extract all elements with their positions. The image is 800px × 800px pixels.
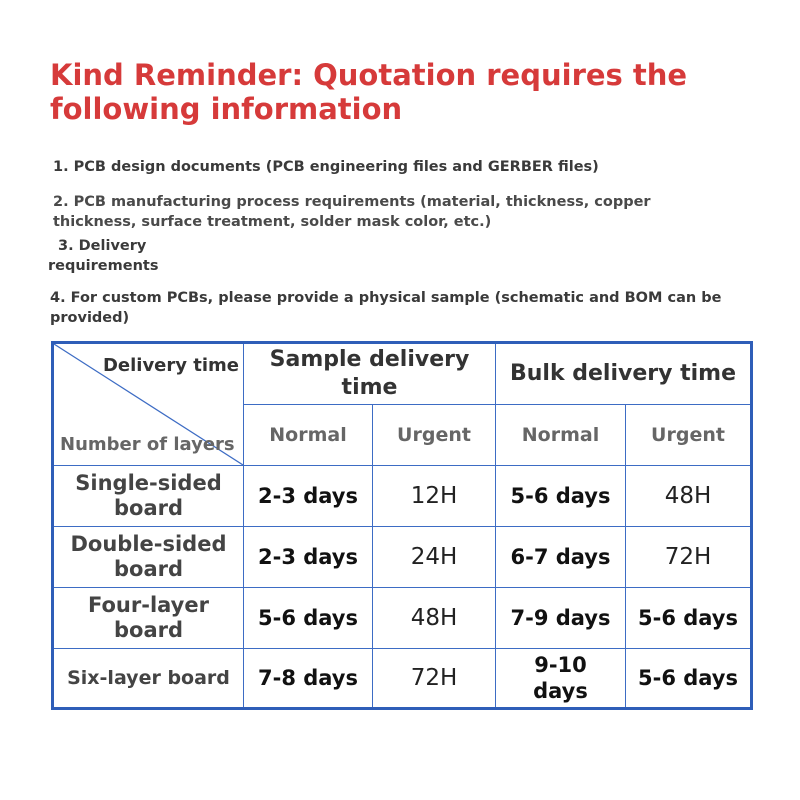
requirement-item-3 — [48, 236, 168, 276]
corner-delivery-time-label: Delivery time — [102, 355, 239, 376]
row-label-four-layer: Four-layer board — [53, 588, 244, 649]
table-row — [53, 466, 752, 527]
cell-sample-normal: 5-6 days — [244, 588, 373, 649]
cell-sample-urgent: 72H — [373, 649, 496, 709]
cell-bulk-normal: 7-9 days — [496, 588, 626, 649]
table-row — [53, 588, 752, 649]
table-row — [53, 527, 752, 588]
cell-bulk-normal: 5-6 days — [496, 466, 626, 527]
cell-sample-urgent: 24H — [373, 527, 496, 588]
cell-sample-normal: 7-8 days — [244, 649, 373, 709]
requirement-item-2: 2. PCB manufacturing process requirements (material, thickness, copper thickness, surface treatment, solder mask color, etc.) — [53, 194, 651, 230]
sample-delivery-header: Sample delivery time — [244, 343, 496, 405]
cell-bulk-urgent: 48H — [626, 466, 752, 527]
requirement-item-3-line-2: requirements — [48, 258, 159, 274]
corner-number-of-layers-label: Number of layers — [60, 434, 235, 455]
sample-normal-header: Normal — [244, 405, 373, 466]
cell-bulk-urgent: 5-6 days — [626, 588, 752, 649]
table-row — [53, 649, 752, 709]
requirement-item-1: 1. PCB design documents (PCB engineering files and GERBER files) — [53, 159, 599, 175]
row-label-single-sided: Single-sided board — [53, 466, 244, 527]
bulk-urgent-header: Urgent — [626, 405, 752, 466]
delivery-time-table — [51, 341, 753, 710]
cell-sample-urgent: 48H — [373, 588, 496, 649]
cell-sample-urgent: 12H — [373, 466, 496, 527]
sample-urgent-header: Urgent — [373, 405, 496, 466]
bulk-delivery-header: Bulk delivery time — [496, 343, 752, 405]
requirement-item-3-line-1: 3. Delivery — [58, 238, 147, 254]
row-label-double-sided: Double-sided board — [53, 527, 244, 588]
page-title: Kind Reminder: Quotation requires the following information — [50, 58, 688, 126]
cell-sample-normal: 2-3 days — [244, 527, 373, 588]
table-corner-header — [53, 343, 244, 466]
cell-bulk-normal: 9-10 days — [496, 649, 626, 709]
bulk-normal-header: Normal — [496, 405, 626, 466]
cell-bulk-urgent: 72H — [626, 527, 752, 588]
cell-bulk-normal: 6-7 days — [496, 527, 626, 588]
cell-sample-normal: 2-3 days — [244, 466, 373, 527]
row-label-six-layer: Six-layer board — [53, 649, 244, 709]
requirement-item-4: 4. For custom PCBs, please provide a physical sample (schematic and BOM can be provided) — [50, 290, 722, 326]
cell-bulk-urgent: 5-6 days — [626, 649, 752, 709]
